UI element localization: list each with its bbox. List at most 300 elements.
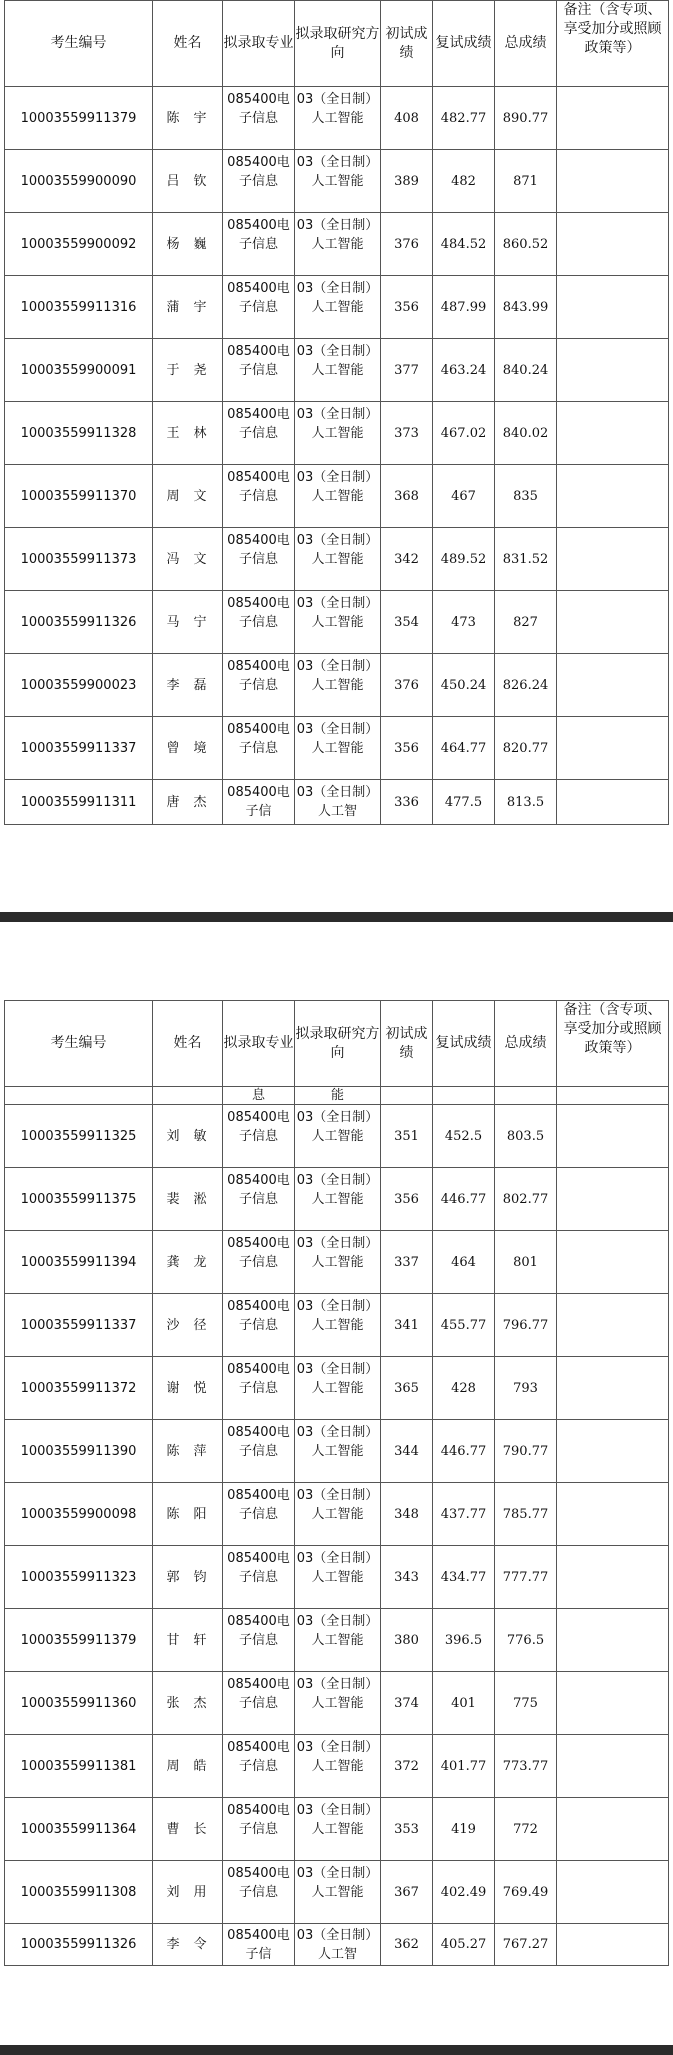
major-text: 085400电子信 xyxy=(227,785,290,819)
cell-exam-id: 10003559911373 xyxy=(5,528,153,591)
header-direction: 拟录取研究方向 xyxy=(295,1001,381,1087)
table-body-page-1 xyxy=(5,87,669,825)
table-row xyxy=(5,402,669,465)
table-row xyxy=(5,87,669,150)
cell-total-score: 790.77 xyxy=(495,1420,557,1483)
cell-exam-id: 10003559911394 xyxy=(5,1231,153,1294)
cell-note xyxy=(557,528,669,591)
cell-exam-id: 10003559911375 xyxy=(5,1168,153,1231)
cell-total-score: 826.24 xyxy=(495,654,557,717)
table-row xyxy=(5,339,669,402)
major-text: 085400电子信息 xyxy=(227,1361,290,1396)
table-row xyxy=(5,1420,669,1483)
cell-initial-score: 351 xyxy=(381,1105,433,1168)
table-header xyxy=(5,1,669,87)
table-row xyxy=(5,654,669,717)
cell-direction xyxy=(295,1672,381,1735)
major-text: 085400电子信息 xyxy=(227,1802,290,1837)
table-row xyxy=(5,1672,669,1735)
cell-exam-id: 10003559911326 xyxy=(5,591,153,654)
cell-retest-score: 434.77 xyxy=(433,1546,495,1609)
major-text: 085400电子信息 xyxy=(227,280,290,315)
major-text: 085400电子信息 xyxy=(227,1676,290,1711)
cell-major xyxy=(223,1735,295,1798)
cell-retest-score: 463.24 xyxy=(433,339,495,402)
cell-total-score: 776.5 xyxy=(495,1609,557,1672)
cell-exam-id: 10003559911379 xyxy=(5,87,153,150)
cell-retest-score: 464 xyxy=(433,1231,495,1294)
cell-name: 甘轩 xyxy=(153,1609,223,1672)
cell-major xyxy=(223,654,295,717)
cell-direction xyxy=(295,1294,381,1357)
cell-initial-score: 348 xyxy=(381,1483,433,1546)
cell-note xyxy=(557,465,669,528)
cell-initial-score: 368 xyxy=(381,465,433,528)
cell-direction xyxy=(295,1168,381,1231)
major-text: 085400电子信息 xyxy=(227,343,290,378)
major-text: 085400电子信息 xyxy=(227,1109,290,1144)
cell-note xyxy=(557,1168,669,1231)
table-row xyxy=(5,1546,669,1609)
direction-text: 03（全日制）人工智能 xyxy=(296,154,379,189)
table-row xyxy=(5,1924,669,1966)
cell-direction xyxy=(295,1798,381,1861)
table-row xyxy=(5,1861,669,1924)
cell-total-score: 827 xyxy=(495,591,557,654)
admission-table-page-1 xyxy=(4,0,669,825)
cell-total-score: 773.77 xyxy=(495,1735,557,1798)
cell-note xyxy=(557,1609,669,1672)
cell-retest-score: 467 xyxy=(433,465,495,528)
cell-initial-score: 408 xyxy=(381,87,433,150)
cell-direction xyxy=(295,1609,381,1672)
cell-retest-score: 489.52 xyxy=(433,528,495,591)
cell-retest-score: 428 xyxy=(433,1357,495,1420)
cell-exam-id: 10003559911308 xyxy=(5,1861,153,1924)
major-text: 085400电子信息 xyxy=(227,154,290,189)
cell-direction xyxy=(295,1105,381,1168)
cell-major xyxy=(223,591,295,654)
cell-name: 沙径 xyxy=(153,1294,223,1357)
cell-exam-id: 10003559900091 xyxy=(5,339,153,402)
cell-initial-score: 354 xyxy=(381,591,433,654)
cell-direction xyxy=(295,780,381,825)
direction-text: 03（全日制）人工智能 xyxy=(296,1235,379,1270)
cell-retest-score: 473 xyxy=(433,591,495,654)
table-row xyxy=(5,465,669,528)
cell-initial-score: 344 xyxy=(381,1420,433,1483)
table-body-page-2 xyxy=(5,1105,669,1966)
table-row xyxy=(5,528,669,591)
cell-name: 曾境 xyxy=(153,717,223,780)
cell-total-score: 796.77 xyxy=(495,1294,557,1357)
header-name: 姓名 xyxy=(153,1001,223,1087)
cell-name: 马宁 xyxy=(153,591,223,654)
cell-direction xyxy=(295,654,381,717)
major-text: 085400电子信息 xyxy=(227,595,290,630)
direction-text: 03（全日制）人工智能 xyxy=(296,1613,379,1648)
cell-major xyxy=(223,780,295,825)
direction-text: 03（全日制）人工智能 xyxy=(296,1109,379,1144)
cell-note xyxy=(557,1924,669,1966)
cell-retest-score: 446.77 xyxy=(433,1168,495,1231)
admission-table-page-2 xyxy=(4,1000,669,1966)
header-name: 姓名 xyxy=(153,1,223,87)
cell-direction xyxy=(295,339,381,402)
cell-total-score: 860.52 xyxy=(495,213,557,276)
cell-major xyxy=(223,1546,295,1609)
header-total: 总成绩 xyxy=(495,1001,557,1087)
cell-retest-score: 446.77 xyxy=(433,1420,495,1483)
cell-exam-id: 10003559911364 xyxy=(5,1798,153,1861)
cell-exam-id: 10003559911337 xyxy=(5,1294,153,1357)
direction-text: 03（全日制）人工智能 xyxy=(296,1739,379,1774)
cell-direction xyxy=(295,1231,381,1294)
major-text: 085400电子信息 xyxy=(227,1424,290,1459)
cell-direction xyxy=(295,465,381,528)
cell-retest-score: 482.77 xyxy=(433,87,495,150)
cell-initial-score: 336 xyxy=(381,780,433,825)
cell-total-score: 843.99 xyxy=(495,276,557,339)
cell-exam-id: 10003559911325 xyxy=(5,1105,153,1168)
cell-name: 郭钧 xyxy=(153,1546,223,1609)
table-row xyxy=(5,717,669,780)
direction-text: 03（全日制）人工智能 xyxy=(296,406,379,441)
cell-major xyxy=(223,1609,295,1672)
cell-retest-score: 487.99 xyxy=(433,276,495,339)
cell-retest-score: 401 xyxy=(433,1672,495,1735)
cell-name: 陈宇 xyxy=(153,87,223,150)
header-note: 备注（含专项、享受加分或照顾政策等） xyxy=(557,1001,669,1087)
cell-total-score: 813.5 xyxy=(495,780,557,825)
cell-name: 李令 xyxy=(153,1924,223,1966)
cell-major xyxy=(223,1798,295,1861)
cell-exam-id: 10003559911323 xyxy=(5,1546,153,1609)
cell-direction xyxy=(295,1357,381,1420)
cell-major xyxy=(223,465,295,528)
major-text: 085400电子信息 xyxy=(227,1172,290,1207)
direction-text: 03（全日制）人工智能 xyxy=(296,595,379,630)
cell-total-score: 840.02 xyxy=(495,402,557,465)
cell-major xyxy=(223,1168,295,1231)
direction-text: 03（全日制）人工智能 xyxy=(296,1865,379,1900)
cell-direction xyxy=(295,528,381,591)
direction-text: 03（全日制）人工智 xyxy=(296,785,379,819)
cell-major xyxy=(223,402,295,465)
cell-note xyxy=(557,1420,669,1483)
cell-note xyxy=(557,717,669,780)
cell-total-score: 831.52 xyxy=(495,528,557,591)
header-id: 考生编号 xyxy=(5,1,153,87)
table-row xyxy=(5,1168,669,1231)
cell-note xyxy=(557,1357,669,1420)
cell-total-score: 769.49 xyxy=(495,1861,557,1924)
page-separator-bottom xyxy=(0,2045,673,2055)
cell-note xyxy=(557,150,669,213)
major-text: 085400电子信息 xyxy=(227,1550,290,1585)
cell-note xyxy=(557,1861,669,1924)
cell-total-score: 840.24 xyxy=(495,339,557,402)
table-row xyxy=(5,1105,669,1168)
cell-retest-score: 467.02 xyxy=(433,402,495,465)
cell-initial-score: 376 xyxy=(381,654,433,717)
cell-retest-score: 464.77 xyxy=(433,717,495,780)
major-text: 085400电子信息 xyxy=(227,91,290,126)
major-text: 085400电子信息 xyxy=(227,1298,290,1333)
cell-direction xyxy=(295,276,381,339)
cell-retest-score: 477.5 xyxy=(433,780,495,825)
cell-initial-score: 367 xyxy=(381,1861,433,1924)
table-row xyxy=(5,276,669,339)
cell-retest-score: 455.77 xyxy=(433,1294,495,1357)
cell-major xyxy=(223,87,295,150)
cell-total-score: 835 xyxy=(495,465,557,528)
page-separator xyxy=(0,912,673,922)
table-row xyxy=(5,1609,669,1672)
page-2 xyxy=(0,922,673,2050)
cell-name: 张杰 xyxy=(153,1672,223,1735)
cell-total-score: 772 xyxy=(495,1798,557,1861)
table-row xyxy=(5,1357,669,1420)
cell-name: 陈萍 xyxy=(153,1420,223,1483)
cell-exam-id: 10003559911372 xyxy=(5,1357,153,1420)
cell-initial-score: 362 xyxy=(381,1924,433,1966)
cell-exam-id: 10003559911379 xyxy=(5,1609,153,1672)
cell-major xyxy=(223,213,295,276)
cell-retest-score: 419 xyxy=(433,1798,495,1861)
page-1 xyxy=(0,0,673,910)
table-row xyxy=(5,1483,669,1546)
cell-direction xyxy=(295,591,381,654)
cell-note xyxy=(557,87,669,150)
cell-name: 谢悦 xyxy=(153,1357,223,1420)
cell-retest-score: 396.5 xyxy=(433,1609,495,1672)
cell-direction xyxy=(295,150,381,213)
cell-note xyxy=(557,1798,669,1861)
major-text: 085400电子信息 xyxy=(227,1235,290,1270)
cell-note xyxy=(557,654,669,717)
direction-text: 03（全日制）人工智能 xyxy=(296,1802,379,1837)
major-text: 085400电子信息 xyxy=(227,1613,290,1648)
cell-total-score: 871 xyxy=(495,150,557,213)
cell-note xyxy=(557,1105,669,1168)
cell-total-score: 777.77 xyxy=(495,1546,557,1609)
cell-retest-score: 484.52 xyxy=(433,213,495,276)
cell-total-score: 775 xyxy=(495,1672,557,1735)
cell-exam-id: 10003559900090 xyxy=(5,150,153,213)
cell-direction xyxy=(295,717,381,780)
cell-note xyxy=(557,339,669,402)
table-row xyxy=(5,150,669,213)
cell-initial-score: 365 xyxy=(381,1357,433,1420)
cell-name: 唐杰 xyxy=(153,780,223,825)
direction-text: 03（全日制）人工智能 xyxy=(296,532,379,567)
cell-major xyxy=(223,1861,295,1924)
cell-name: 于尧 xyxy=(153,339,223,402)
cell-name: 曹长 xyxy=(153,1798,223,1861)
cell-direction xyxy=(295,213,381,276)
cell-note xyxy=(557,591,669,654)
cell-note xyxy=(557,1231,669,1294)
cell-direction xyxy=(295,402,381,465)
cell-total-score: 890.77 xyxy=(495,87,557,150)
cell-note xyxy=(557,780,669,825)
cell-name: 龚龙 xyxy=(153,1231,223,1294)
table-row xyxy=(5,780,669,825)
header-retest: 复试成绩 xyxy=(433,1,495,87)
cell-exam-id: 10003559911311 xyxy=(5,780,153,825)
continuation-major: 息 xyxy=(223,1087,295,1105)
cell-retest-score: 401.77 xyxy=(433,1735,495,1798)
cell-name: 杨巍 xyxy=(153,213,223,276)
cell-exam-id: 10003559911370 xyxy=(5,465,153,528)
cell-major xyxy=(223,1672,295,1735)
cell-initial-score: 380 xyxy=(381,1609,433,1672)
major-text: 085400电子信息 xyxy=(227,1487,290,1522)
cell-initial-score: 373 xyxy=(381,402,433,465)
cell-major xyxy=(223,1357,295,1420)
cell-note xyxy=(557,1546,669,1609)
cell-note xyxy=(557,1294,669,1357)
major-text: 085400电子信 xyxy=(227,1927,290,1962)
cell-initial-score: 389 xyxy=(381,150,433,213)
header-total: 总成绩 xyxy=(495,1,557,87)
cell-major xyxy=(223,150,295,213)
cell-major xyxy=(223,276,295,339)
direction-text: 03（全日制）人工智能 xyxy=(296,1424,379,1459)
direction-text: 03（全日制）人工智能 xyxy=(296,469,379,504)
header-direction: 拟录取研究方向 xyxy=(295,1,381,87)
major-text: 085400电子信息 xyxy=(227,406,290,441)
cell-retest-score: 452.5 xyxy=(433,1105,495,1168)
table-row xyxy=(5,1735,669,1798)
cell-retest-score: 482 xyxy=(433,150,495,213)
cell-initial-score: 377 xyxy=(381,339,433,402)
cell-name: 李磊 xyxy=(153,654,223,717)
direction-text: 03（全日制）人工智 xyxy=(296,1927,379,1962)
direction-text: 03（全日制）人工智能 xyxy=(296,1172,379,1207)
cell-exam-id: 10003559911316 xyxy=(5,276,153,339)
major-text: 085400电子信息 xyxy=(227,1739,290,1774)
cell-exam-id: 10003559911360 xyxy=(5,1672,153,1735)
direction-text: 03（全日制）人工智能 xyxy=(296,1676,379,1711)
cell-initial-score: 356 xyxy=(381,717,433,780)
direction-text: 03（全日制）人工智能 xyxy=(296,1361,379,1396)
cell-name: 刘敏 xyxy=(153,1105,223,1168)
cell-direction xyxy=(295,1546,381,1609)
cell-note xyxy=(557,213,669,276)
direction-text: 03（全日制）人工智能 xyxy=(296,721,379,756)
cell-retest-score: 405.27 xyxy=(433,1924,495,1966)
cell-exam-id: 10003559900023 xyxy=(5,654,153,717)
direction-text: 03（全日制）人工智能 xyxy=(296,658,379,693)
cell-initial-score: 376 xyxy=(381,213,433,276)
cell-major xyxy=(223,1420,295,1483)
cell-total-score: 793 xyxy=(495,1357,557,1420)
cell-total-score: 801 xyxy=(495,1231,557,1294)
cell-initial-score: 356 xyxy=(381,1168,433,1231)
cell-major xyxy=(223,717,295,780)
cell-note xyxy=(557,1672,669,1735)
cell-name: 周文 xyxy=(153,465,223,528)
cell-total-score: 803.5 xyxy=(495,1105,557,1168)
continuation-row xyxy=(5,1087,669,1105)
cell-exam-id: 10003559911390 xyxy=(5,1420,153,1483)
cell-major xyxy=(223,528,295,591)
cell-initial-score: 374 xyxy=(381,1672,433,1735)
cell-name: 周皓 xyxy=(153,1735,223,1798)
cell-total-score: 820.77 xyxy=(495,717,557,780)
cell-note xyxy=(557,1735,669,1798)
cell-initial-score: 342 xyxy=(381,528,433,591)
continuation-direction: 能 xyxy=(295,1087,381,1105)
direction-text: 03（全日制）人工智能 xyxy=(296,217,379,252)
cell-direction xyxy=(295,1735,381,1798)
table-row xyxy=(5,591,669,654)
direction-text: 03（全日制）人工智能 xyxy=(296,91,379,126)
cell-major xyxy=(223,1231,295,1294)
cell-direction xyxy=(295,1861,381,1924)
direction-text: 03（全日制）人工智能 xyxy=(296,1487,379,1522)
cell-exam-id: 10003559911337 xyxy=(5,717,153,780)
cell-initial-score: 372 xyxy=(381,1735,433,1798)
header-major: 拟录取专业 xyxy=(223,1,295,87)
cell-direction xyxy=(295,1924,381,1966)
cell-direction xyxy=(295,1483,381,1546)
cell-initial-score: 356 xyxy=(381,276,433,339)
cell-name: 刘用 xyxy=(153,1861,223,1924)
cell-exam-id: 10003559900098 xyxy=(5,1483,153,1546)
direction-text: 03（全日制）人工智能 xyxy=(296,280,379,315)
header-note: 备注（含专项、享受加分或照顾政策等） xyxy=(557,1,669,87)
major-text: 085400电子信息 xyxy=(227,532,290,567)
cell-major xyxy=(223,1483,295,1546)
cell-name: 陈阳 xyxy=(153,1483,223,1546)
cell-initial-score: 353 xyxy=(381,1798,433,1861)
cell-major xyxy=(223,1924,295,1966)
cell-note xyxy=(557,276,669,339)
cell-retest-score: 437.77 xyxy=(433,1483,495,1546)
header-retest: 复试成绩 xyxy=(433,1001,495,1087)
cell-exam-id: 10003559911326 xyxy=(5,1924,153,1966)
cell-exam-id: 10003559900092 xyxy=(5,213,153,276)
table-row xyxy=(5,213,669,276)
table-header xyxy=(5,1001,669,1087)
cell-direction xyxy=(295,87,381,150)
cell-total-score: 785.77 xyxy=(495,1483,557,1546)
cell-name: 吕钦 xyxy=(153,150,223,213)
direction-text: 03（全日制）人工智能 xyxy=(296,1550,379,1585)
cell-name: 裴淞 xyxy=(153,1168,223,1231)
cell-initial-score: 337 xyxy=(381,1231,433,1294)
table-row xyxy=(5,1294,669,1357)
header-initial: 初试成绩 xyxy=(381,1001,433,1087)
header-initial: 初试成绩 xyxy=(381,1,433,87)
cell-exam-id: 10003559911328 xyxy=(5,402,153,465)
major-text: 085400电子信息 xyxy=(227,469,290,504)
cell-total-score: 802.77 xyxy=(495,1168,557,1231)
cell-retest-score: 450.24 xyxy=(433,654,495,717)
cell-note xyxy=(557,402,669,465)
cell-name: 蒲宇 xyxy=(153,276,223,339)
direction-text: 03（全日制）人工智能 xyxy=(296,1298,379,1333)
cell-name: 王林 xyxy=(153,402,223,465)
cell-exam-id: 10003559911381 xyxy=(5,1735,153,1798)
cell-major xyxy=(223,1294,295,1357)
cell-direction xyxy=(295,1420,381,1483)
direction-text: 03（全日制）人工智能 xyxy=(296,343,379,378)
header-id: 考生编号 xyxy=(5,1001,153,1087)
